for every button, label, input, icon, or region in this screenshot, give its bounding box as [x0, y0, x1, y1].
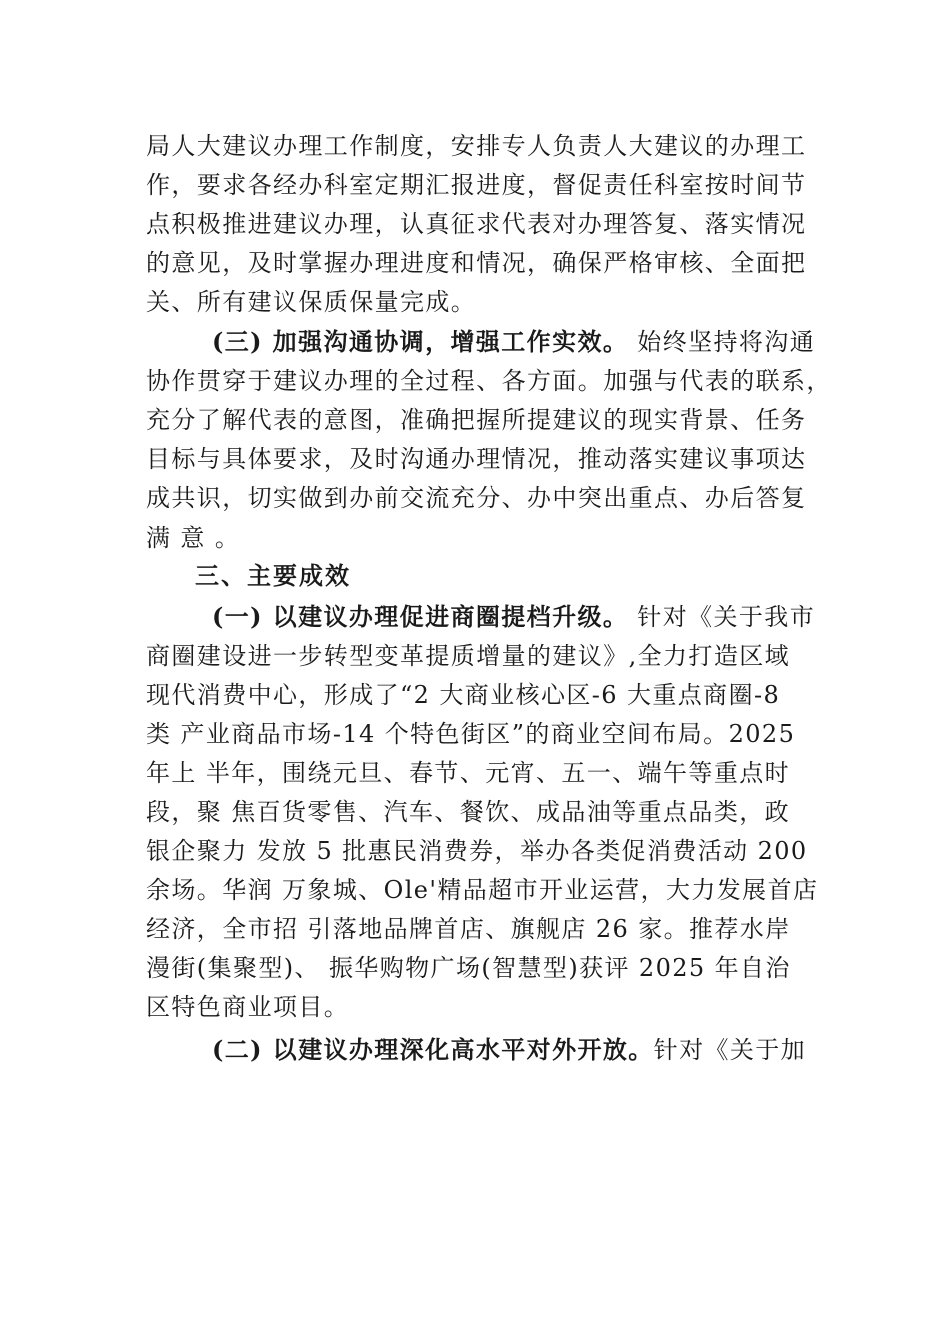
section-2-text: 针对《关于加 [653, 1036, 807, 1064]
text-line: 目标与具体要求，及时沟通办理情况，推动落实建议事项达 [146, 445, 807, 473]
text-line: 银企聚力 发放 5 批惠民消费券，举办各类促消费活动 200 [146, 837, 808, 865]
text-line: 的意见，及时掌握办理进度和情况，确保严格审核、全面把 [146, 249, 807, 277]
paragraph-3-text: 始终坚持将沟通 [628, 328, 816, 356]
paragraph-3-title: (三) 加强沟通协调，增强工作实效。 [212, 327, 629, 356]
text-line: 区特色商业项目。 [146, 993, 350, 1021]
section-1-first-line [212, 597, 816, 637]
text-line: 成共识，切实做到办前交流充分、办中突出重点、办后答复 [146, 484, 807, 512]
paragraph-3-first-line [212, 322, 816, 362]
text-line: 关、所有建议保质保量完成。 [146, 288, 477, 316]
section-heading: 三、主要成效 [195, 562, 351, 590]
text-line: 局人大建议办理工作制度，安排专人负责人大建议的办理工 [146, 132, 807, 160]
text-line: 现代消费中心，形成了“2 大商业核心区-6 大重点商圈-8 [146, 681, 781, 709]
text-line: 商圈建设进一步转型变革提质增量的建议》,全力打造区域 [146, 642, 791, 670]
section-2-title: (二) 以建议办理深化高水平对外开放。 [212, 1035, 654, 1064]
text-line: 协作贯穿于建议办理的全过程、各方面。加强与代表的联系， [146, 367, 832, 395]
text-line: 满 意 。 [146, 524, 241, 552]
text-line: 作，要求各经办科室定期汇报进度，督促责任科室按时间节 [146, 171, 807, 199]
text-line: 年上 半年，围绕元旦、春节、元宵、五一、端午等重点时 [146, 759, 791, 787]
section-1-text: 针对《关于我市 [628, 603, 816, 631]
text-line: 点积极推进建议办理，认真征求代表对办理答复、落实情况 [146, 210, 807, 238]
text-line: 漫街(集聚型)、 振华购物广场(智慧型)获评 2025 年自治 [146, 954, 791, 982]
section-1-title: (一) 以建议办理促进商圈提档升级。 [212, 602, 629, 631]
text-line: 经济，全市招 引落地品牌首店、旗舰店 26 家。推荐水岸 [146, 915, 791, 943]
text-line: 类 产业商品市场-14 个特色街区”的商业空间布局。2025 [146, 720, 796, 748]
section-2-first-line [212, 1030, 816, 1070]
text-line: 余场。华润 万象城、Ole'精品超市开业运营，大力发展首店 [146, 876, 819, 904]
text-line: 充分了解代表的意图，准确把握所提建议的现实背景、任务 [146, 406, 807, 434]
text-line: 段，聚 焦百货零售、汽车、餐饮、成品油等重点品类，政 [146, 798, 791, 826]
